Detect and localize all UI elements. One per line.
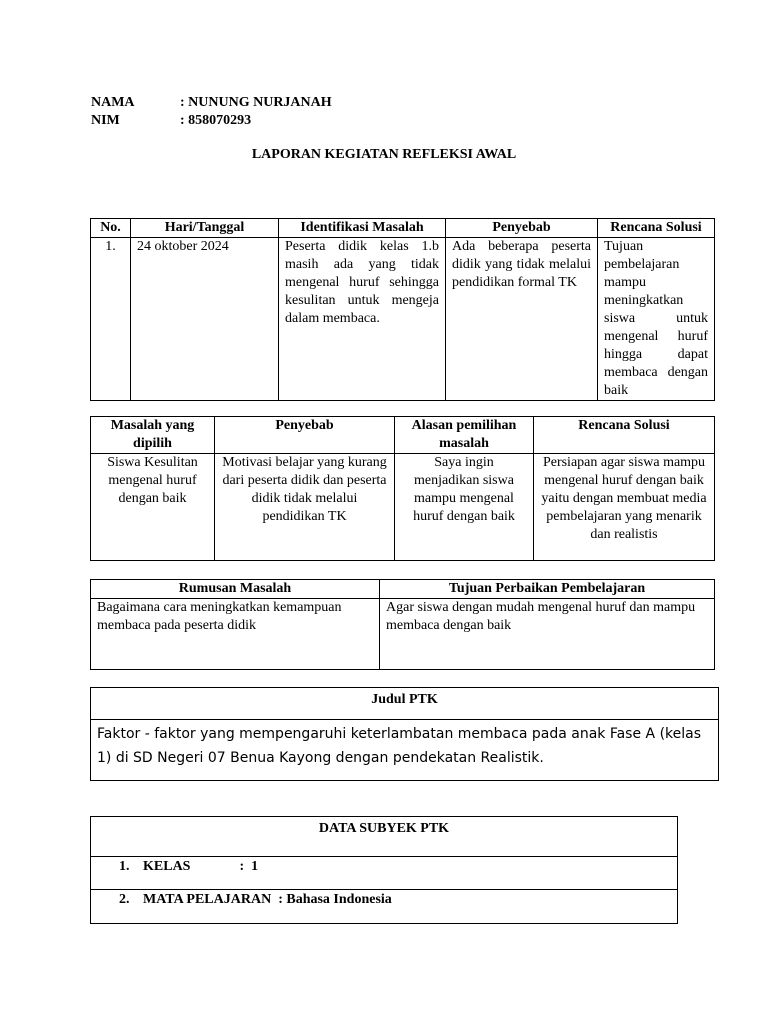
cell-selected-problem: Siswa Kesulitan mengenal huruf dengan baik: [91, 454, 215, 561]
cell-cause: Motivasi belajar yang kurang dari peserta didik dan peserta didik tidak melalui pendidikan TK: [215, 454, 395, 561]
header-solution: Rencana Solusi: [534, 417, 715, 454]
table-header-row: [91, 417, 715, 454]
header-selected-problem: Masalah yang dipilih: [91, 417, 215, 454]
reflection-table: [90, 218, 715, 401]
subject-item-class: [91, 857, 677, 890]
header-no: No.: [91, 219, 131, 238]
table-row: [91, 599, 715, 670]
table-row: [91, 454, 715, 561]
name-label: NAMA: [91, 95, 135, 110]
header-cause: Penyebab: [446, 219, 598, 238]
ptk-title-heading: Judul PTK: [91, 688, 718, 720]
cell-solution: Tujuan pembelajaran mampu meningkatkan siswa untuk mengenal huruf hingga dapat membaca dengan baik: [598, 238, 715, 401]
name-value: : NUNUNG NURJANAH: [180, 95, 332, 110]
nim-row: [91, 112, 251, 130]
header-reason: Alasan pemilihan masalah: [395, 417, 534, 454]
cell-problem: Peserta didik kelas 1.b masih ada yang tidak mengenal huruf sehingga kesulitan untuk mengeja dalam membaca.: [279, 238, 446, 401]
cell-solution: Persiapan agar siswa mampu mengenal huruf dengan baik yaitu dengan membuat media pembelajaran yang menarik dan realistis: [534, 454, 715, 561]
header-solution: Rencana Solusi: [598, 219, 715, 238]
ptk-title-text: Faktor - faktor yang mempengaruhi keterlambatan membaca pada anak Fase A (kelas 1) di SD Negeri 07 Benua Kayong dengan pendekatan Realistik.: [97, 726, 702, 766]
cell-reason: Saya ingin menjadikan siswa mampu mengenal huruf dengan baik: [395, 454, 534, 561]
subject-data-box: [90, 816, 678, 924]
subject-item-subject: [91, 890, 677, 923]
item-number: 2.: [119, 892, 130, 907]
report-title: LAPORAN KEGIATAN REFLEKSI AWAL: [251, 147, 517, 162]
header-date: Hari/Tanggal: [131, 219, 279, 238]
nim-label: NIM: [91, 113, 120, 128]
table-row: [91, 238, 715, 401]
cell-date: 24 oktober 2024: [131, 238, 279, 401]
item-text: MATA PELAJARAN : Bahasa Indonesia: [143, 892, 392, 907]
header-formulation: Rumusan Masalah: [91, 580, 380, 599]
ptk-title-box: [90, 687, 719, 781]
cell-cause: Ada beberapa peserta didik yang tidak melalui pendidikan formal TK: [446, 238, 598, 401]
cell-formulation: Bagaimana cara meningkatkan kemampuan membaca pada peserta didik: [91, 599, 380, 670]
item-text: KELAS : 1: [143, 859, 259, 874]
cell-no: 1.: [91, 238, 131, 401]
nim-value: : 858070293: [180, 113, 252, 128]
item-number: 1.: [119, 859, 130, 874]
subject-data-heading: DATA SUBYEK PTK: [91, 817, 677, 857]
table-header-row: [91, 219, 715, 238]
cell-goal: Agar siswa dengan mudah mengenal huruf dan mampu membaca dengan baik: [380, 599, 715, 670]
header-problem: Identifikasi Masalah: [279, 219, 446, 238]
header-cause: Penyebab: [215, 417, 395, 454]
problem-selection-table: [90, 416, 715, 561]
table-header-row: [91, 580, 715, 599]
formulation-table: [90, 579, 715, 670]
header-goal: Tujuan Perbaikan Pembelajaran: [380, 580, 715, 599]
name-row: [91, 94, 332, 112]
